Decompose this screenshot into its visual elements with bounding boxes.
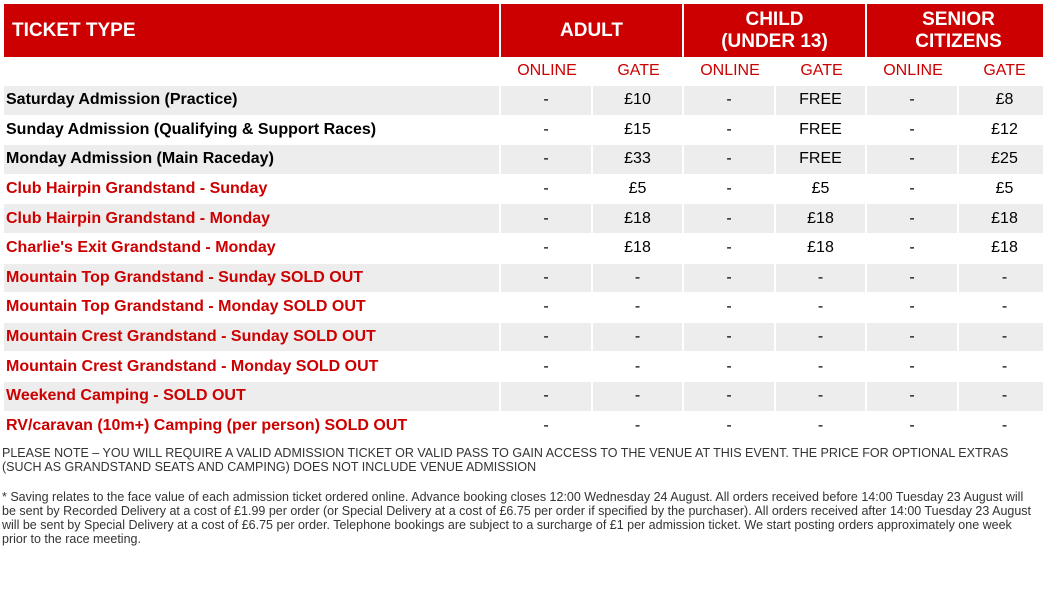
price-adult-gate: £15	[593, 115, 684, 145]
price-senior-gate: £25	[959, 144, 1043, 174]
subheader-adult-online: ONLINE	[501, 57, 593, 85]
price-adult-gate: -	[593, 381, 684, 411]
price-senior-gate: £18	[959, 203, 1043, 233]
header-senior-line2: CITIZENS	[915, 30, 1002, 52]
subheader-senior-gate: GATE	[959, 57, 1043, 85]
price-adult-online: -	[501, 203, 593, 233]
price-adult-online: -	[501, 144, 593, 174]
price-senior-gate: £12	[959, 115, 1043, 145]
price-child-online: -	[684, 322, 776, 352]
ticket-name: Charlie's Exit Grandstand - Monday	[4, 233, 501, 263]
ticket-name: Club Hairpin Grandstand - Sunday	[4, 174, 501, 204]
price-child-gate: £18	[776, 203, 867, 233]
price-child-gate: FREE	[776, 85, 867, 115]
price-senior-online: -	[867, 174, 959, 204]
subheader-blank	[4, 57, 501, 85]
admission-note: PLEASE NOTE – YOU WILL REQUIRE A VALID ADMISSION TICKET OR VALID PASS TO GAIN ACCESS TO THE VENUE AT THIS EVENT. THE PRICE FOR OPTIONAL EXTRAS (SUCH AS GRANDSTAND SEATS AND CAMPING) DOES NOT INCLUDE VENUE ADMISSION	[2, 446, 1009, 474]
price-child-gate: -	[776, 322, 867, 352]
price-senior-online: -	[867, 292, 959, 322]
price-senior-online: -	[867, 203, 959, 233]
table-row	[4, 85, 1043, 115]
header-child	[684, 4, 867, 57]
price-senior-online: -	[867, 381, 959, 411]
price-child-online: -	[684, 85, 776, 115]
table-row	[4, 411, 1043, 441]
price-senior-gate: £8	[959, 85, 1043, 115]
ticket-name: Mountain Crest Grandstand - Sunday SOLD OUT	[4, 322, 501, 352]
ticket-price-table	[4, 4, 1043, 440]
price-senior-gate: -	[959, 351, 1043, 381]
price-adult-online: -	[501, 351, 593, 381]
table-header-row	[4, 4, 1043, 57]
price-child-online: -	[684, 381, 776, 411]
price-child-online: -	[684, 292, 776, 322]
header-ticket-type: TICKET TYPE	[4, 4, 501, 57]
price-adult-online: -	[501, 174, 593, 204]
price-adult-gate: £33	[593, 144, 684, 174]
price-child-online: -	[684, 351, 776, 381]
price-adult-online: -	[501, 322, 593, 352]
table-row	[4, 174, 1043, 204]
price-senior-online: -	[867, 263, 959, 293]
price-adult-gate: £18	[593, 203, 684, 233]
price-adult-gate: £5	[593, 174, 684, 204]
table-row	[4, 381, 1043, 411]
price-adult-online: -	[501, 263, 593, 293]
price-adult-online: -	[501, 411, 593, 441]
subheader-senior-online: ONLINE	[867, 57, 959, 85]
subheader-child-gate: GATE	[776, 57, 867, 85]
price-senior-gate: -	[959, 263, 1043, 293]
table-row	[4, 351, 1043, 381]
price-adult-gate: £18	[593, 233, 684, 263]
price-child-gate: -	[776, 263, 867, 293]
table-row	[4, 292, 1043, 322]
table-row	[4, 144, 1043, 174]
price-child-gate: FREE	[776, 144, 867, 174]
price-adult-online: -	[501, 292, 593, 322]
ticket-name: Saturday Admission (Practice)	[4, 85, 501, 115]
price-senior-gate: -	[959, 411, 1043, 441]
ticket-name: Sunday Admission (Qualifying & Support Races)	[4, 115, 501, 145]
price-child-gate: -	[776, 351, 867, 381]
price-senior-gate: -	[959, 322, 1043, 352]
price-child-online: -	[684, 263, 776, 293]
header-senior	[867, 4, 1043, 57]
price-child-gate: £5	[776, 174, 867, 204]
price-adult-gate: -	[593, 292, 684, 322]
ticket-name: Mountain Top Grandstand - Sunday SOLD OUT	[4, 263, 501, 293]
table-subheader-row	[4, 57, 1043, 85]
ticket-name: RV/caravan (10m+) Camping (per person) SOLD OUT	[4, 411, 501, 441]
ticket-name: Club Hairpin Grandstand - Monday	[4, 203, 501, 233]
price-child-gate: -	[776, 411, 867, 441]
price-child-gate: £18	[776, 233, 867, 263]
ticket-name: Mountain Crest Grandstand - Monday SOLD OUT	[4, 351, 501, 381]
table-body	[4, 85, 1043, 440]
table-row	[4, 233, 1043, 263]
price-senior-online: -	[867, 233, 959, 263]
price-senior-gate: £18	[959, 233, 1043, 263]
price-child-online: -	[684, 115, 776, 145]
price-child-online: -	[684, 144, 776, 174]
header-child-line2: (UNDER 13)	[721, 30, 828, 52]
price-senior-online: -	[867, 322, 959, 352]
saving-footnote: * Saving relates to the face value of each admission ticket ordered online. Advance booking closes 12:00 Wednesday 24 August. All orders received before 14:00 Tuesday 23 August will be sent by Recorded Delivery at a cost of £1.99 per order (or Special Delivery at a cost of £6.75 per order if specified by the purchaser). All orders received after 14:00 Tuesday 23 August will be sent by Special Delivery at a cost of £6.75 per order. Telephone bookings are subject to a surcharge of £1 per admission ticket. We start posting orders approximately one week prior to the race meeting.	[2, 490, 1032, 546]
price-senior-online: -	[867, 411, 959, 441]
table-row	[4, 115, 1043, 145]
price-senior-online: -	[867, 351, 959, 381]
price-senior-gate: £5	[959, 174, 1043, 204]
header-senior-line1: SENIOR	[922, 8, 995, 30]
price-child-gate: -	[776, 292, 867, 322]
header-adult: ADULT	[501, 4, 684, 57]
header-child-line1: CHILD	[745, 8, 804, 30]
price-adult-gate: -	[593, 263, 684, 293]
ticket-name: Mountain Top Grandstand - Monday SOLD OUT	[4, 292, 501, 322]
price-adult-gate: -	[593, 351, 684, 381]
price-adult-online: -	[501, 233, 593, 263]
subheader-child-online: ONLINE	[684, 57, 776, 85]
price-adult-online: -	[501, 85, 593, 115]
subheader-adult-gate: GATE	[593, 57, 684, 85]
ticket-name: Monday Admission (Main Raceday)	[4, 144, 501, 174]
table-row	[4, 203, 1043, 233]
price-adult-gate: -	[593, 322, 684, 352]
price-senior-online: -	[867, 85, 959, 115]
price-senior-gate: -	[959, 381, 1043, 411]
price-adult-online: -	[501, 115, 593, 145]
price-child-gate: -	[776, 381, 867, 411]
table-row	[4, 322, 1043, 352]
price-senior-gate: -	[959, 292, 1043, 322]
price-child-gate: FREE	[776, 115, 867, 145]
price-adult-gate: £10	[593, 85, 684, 115]
price-child-online: -	[684, 203, 776, 233]
price-child-online: -	[684, 233, 776, 263]
price-adult-gate: -	[593, 411, 684, 441]
price-senior-online: -	[867, 144, 959, 174]
price-adult-online: -	[501, 381, 593, 411]
price-child-online: -	[684, 174, 776, 204]
price-child-online: -	[684, 411, 776, 441]
ticket-name: Weekend Camping - SOLD OUT	[4, 381, 501, 411]
price-senior-online: -	[867, 115, 959, 145]
table-row	[4, 263, 1043, 293]
